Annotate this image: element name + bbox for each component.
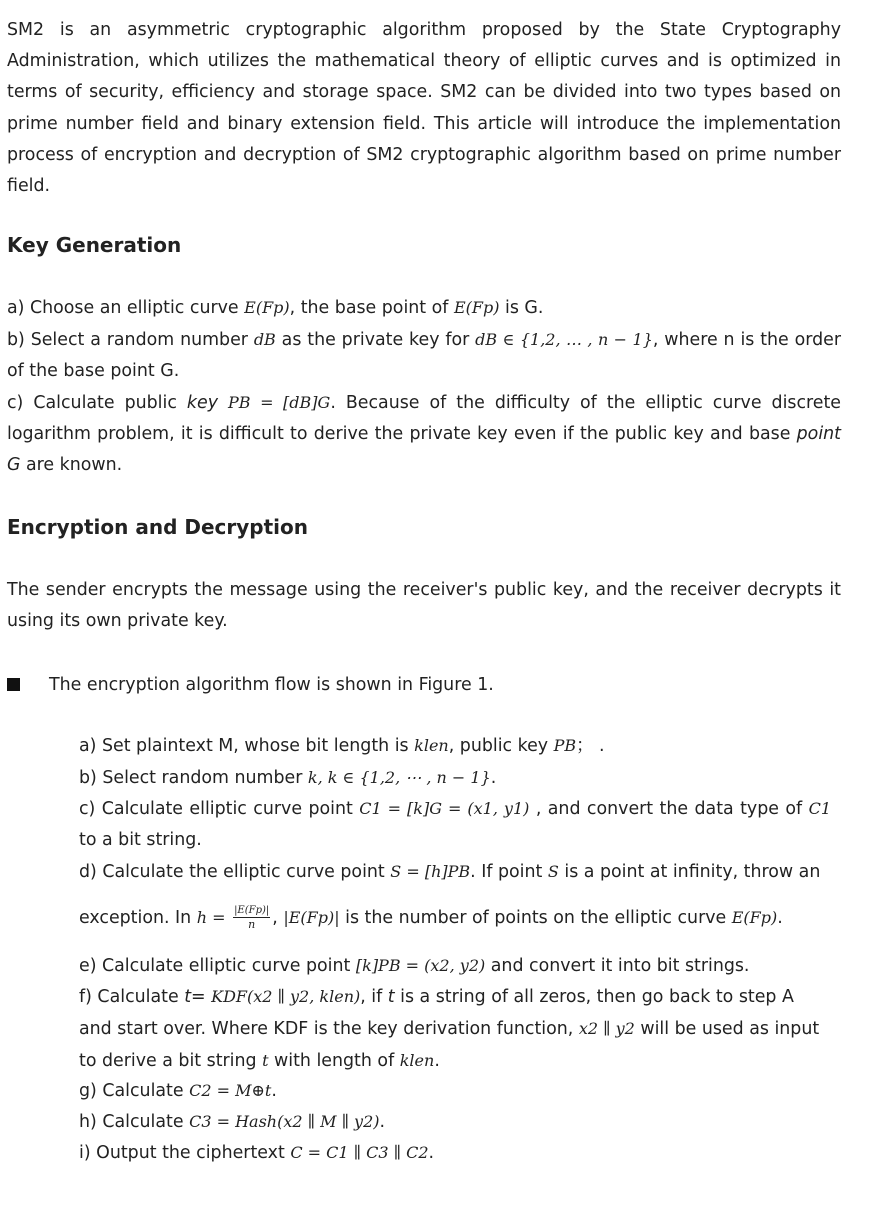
enc-step-e: e) Calculate elliptic curve point [k]PB = (x2, y2) and convert it into bit strings. (79, 956, 750, 976)
enc-step-h: h) Calculate C3 = Hash(x2 ∥ M ∥ y2). (79, 1112, 386, 1132)
enc-step-b: b) Select random number k, k ∈ {1,2, ⋯ , n − 1}. (79, 768, 497, 788)
bullet-text: The encryption algorithm flow is shown in Figure 1. (49, 675, 494, 695)
keygen-step-b: b) Select a random number dB as the private key for dB ∈ {1,2, … , n − 1}, where n is the order of the base point G. (7, 330, 841, 382)
fraction: $\frac{|E(Fp)|}{n}$ (234, 904, 270, 931)
enc-step-i: i) Output the ciphertext C = C1 ∥ C3 ∥ C2. (79, 1143, 435, 1163)
math-key-range: dB ∈ {1,2, … , n − 1} (475, 330, 653, 349)
enc-step-d-line2: exception. In h = $\frac{|E(Fp)|}{n}$ , |E(Fp)| is the number of points on the elliptic curve E(Fp). (79, 904, 783, 931)
math-curve: E(Fp) (244, 298, 290, 317)
keygen-step-c: c) Calculate public key PB = [dB]G. Because of the difficulty of the elliptic curve discrete logarithm problem, it is difficult to derive the private key even if the public key and base point G are known. (7, 393, 842, 476)
encryption-decryption-heading: Encryption and Decryption (7, 515, 308, 539)
bullet-item (7, 670, 841, 701)
math-private-key: dB (253, 330, 276, 349)
encdec-description: The sender encrypts the message using the receiver's public key, and the receiver decrypts it using its own private key. (7, 580, 841, 632)
enc-step-d-line1: d) Calculate the elliptic curve point S = [h]PB. If point S is a point at infinity, throw an (79, 862, 821, 882)
math-public-key: PB = [dB]G (228, 393, 331, 412)
enc-step-a: a) Set plaintext M, whose bit length is klen, public key PB； . (79, 736, 605, 756)
enc-step-g: g) Calculate C2 = M⊕t. (79, 1081, 277, 1101)
enc-step-c: c) Calculate elliptic curve point C1 = [k]G = (x1, y1) , and convert the data type of C1 to a bit string. (79, 799, 832, 851)
enc-step-f: f) Calculate t= KDF(x2 ∥ y2, klen), if t is a string of all zeros, then go back to step A and start over. Where KDF is the key derivation function, x2 ∥ y2 will be used as input to derive a bit string t with length of klen. (79, 987, 820, 1072)
keygen-step-a: a) Choose an elliptic curve E(Fp), the base point of E(Fp) is G. (7, 298, 544, 318)
key-generation-heading: Key Generation (7, 233, 182, 257)
bullet-square-icon (7, 678, 20, 691)
intro-paragraph: SM2 is an asymmetric cryptographic algorithm proposed by the State Cryptography Administration, which utilizes the mathematical theory of elliptic curves and is optimized in terms of security, efficiency and storage space. SM2 can be divided into two types based on prime number field and binary extension field. This article will introduce the implementation process of encryption and decryption of SM2 cryptographic algorithm based on prime number field. (7, 20, 841, 197)
math-curve: E(Fp) (453, 298, 500, 317)
